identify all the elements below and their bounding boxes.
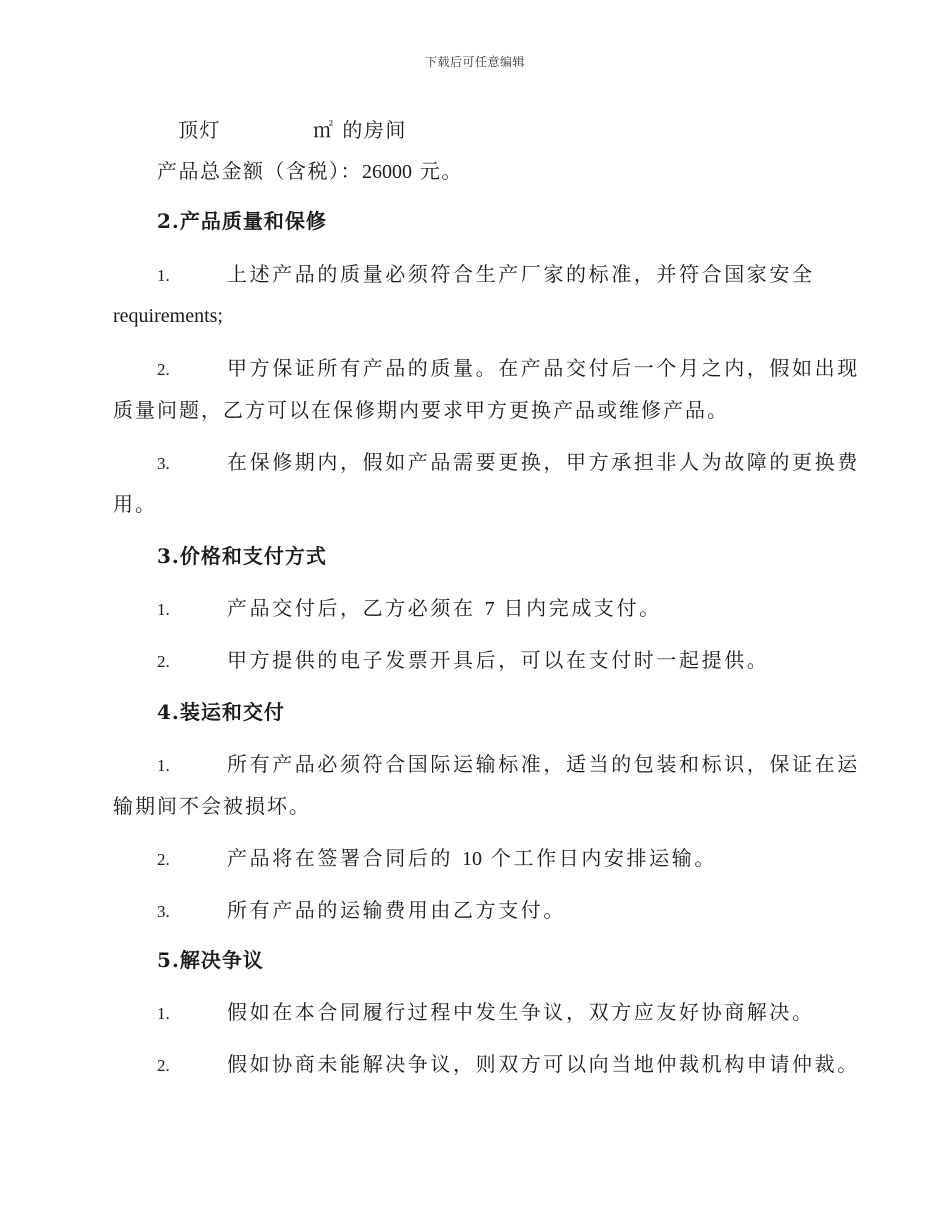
item-number: 3. (157, 454, 170, 473)
section-title: 3.价格和支付方式 (157, 544, 327, 568)
total-label: 产品总金额（含税）： (157, 159, 362, 183)
item-text: 所有产品的运输费用由乙方支付。 (227, 898, 566, 922)
item-label: 顶灯 (178, 118, 221, 142)
number-part: 7 (484, 598, 495, 620)
item-number: 3. (157, 902, 170, 921)
item-text: 甲方保证所有产品的质量。在产品交付后一个月之内，假如出现 (227, 356, 860, 380)
item-text: 甲方提供的电子发票开具后，可以在支付时一起提供。 (227, 648, 770, 672)
item-text: 在保修期内，假如产品需要更换，甲方承担非人为故障的更换费 (227, 450, 860, 474)
room-area-text: ㎡ 的房间 (313, 118, 407, 142)
item-number: 2. (157, 652, 170, 671)
item-text (227, 595, 662, 622)
item-number: 2. (157, 360, 170, 379)
item-number: 1. (157, 756, 170, 775)
item-text: 假如在本合同履行过程中发生争议，双方应友好协商解决。 (227, 1000, 815, 1024)
item-text-continued: 用。 (113, 492, 157, 516)
item-number: 1. (157, 600, 170, 619)
total-amount-value: 26000 (362, 161, 412, 183)
item-text: 上述产品的质量必须符合生产厂家的标准，并符合国家安全 (227, 262, 815, 286)
section-title: 2.产品质量和保修 (157, 209, 327, 233)
item-number: 1. (157, 266, 170, 285)
item-number: 2. (157, 1056, 170, 1075)
section-title: 5.解决争议 (157, 948, 264, 972)
text-part: 产品将在签署合同后的 (227, 846, 462, 870)
section-title: 4.装运和交付 (157, 700, 285, 724)
item-text-continued: 质量问题，乙方可以在保修期内要求甲方更换产品或维修产品。 (113, 398, 729, 422)
item-number: 1. (157, 1004, 170, 1023)
total-amount-line (157, 158, 463, 185)
page-header-note: 下载后可任意编辑 (424, 55, 525, 69)
item-text-continued: 输期间不会被损坏。 (113, 794, 311, 818)
total-unit: 元。 (412, 159, 463, 183)
item-text: 所有产品必须符合国际运输标准，适当的包装和标识，保证在运 (227, 752, 860, 776)
text-part: 日内完成支付。 (494, 596, 662, 620)
number-part: 10 (461, 848, 482, 870)
item-text-continued: requirements; (113, 305, 223, 327)
text-part: 产品交付后，乙方必须在 (227, 596, 485, 620)
item-number: 2. (157, 850, 170, 869)
item-text (227, 845, 717, 872)
item-text: 假如协商未能解决争议，则双方可以向当地仲裁机构申请仲裁。 (227, 1052, 860, 1076)
text-part: 个工作日内安排运输。 (481, 846, 717, 870)
